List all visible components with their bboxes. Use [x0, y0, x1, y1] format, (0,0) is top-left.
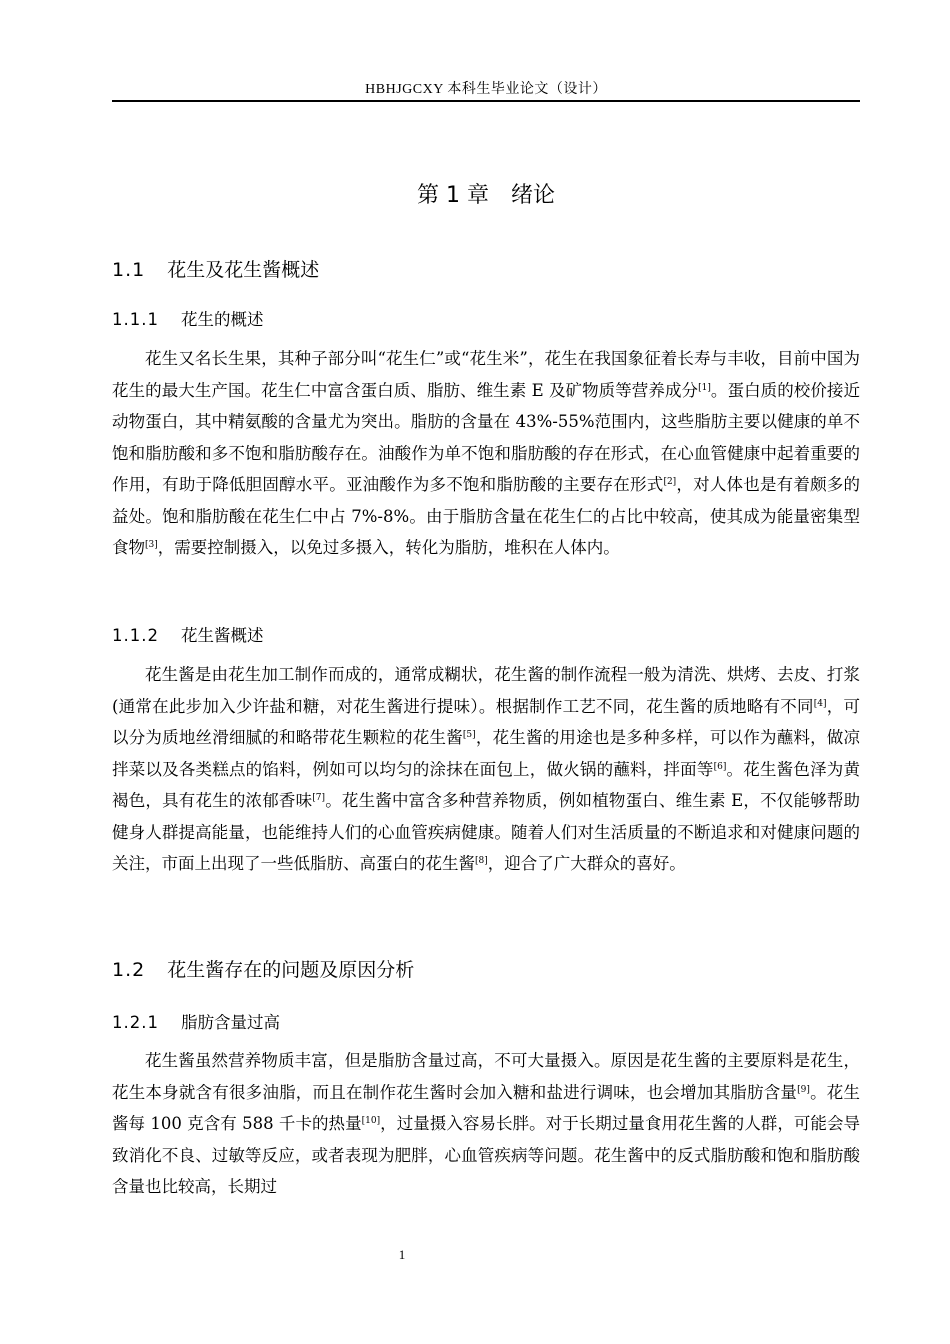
paragraph-text: ，过量摄入容易长胖。对于长期过量食用花生酱的人群，可能会导致消化不良、过敏等反应，或者表现为肥胖，心血管疾病等问题。花生酱中的反式脂肪酸和饱和脂肪酸含量也比较高，长期过: [112, 1114, 861, 1196]
paragraph-text: ，迎合了广大群众的喜好。: [487, 854, 686, 873]
citation: [4]: [813, 698, 827, 709]
section-title: 花生酱存在的问题及原因分析: [167, 959, 415, 981]
subsection-number: 1.2.1: [112, 1013, 159, 1032]
paragraph-text: 。蛋白质的校价接近动物蛋白，其中精氨酸的含量尤为突出。脂肪的含量在 43%-55%范围内，这些脂肪主要以健康的单不饱和脂肪酸和多不饱和脂肪酸存在。油酸作为单不饱和脂肪酸的存在形式，在心血管健康中起着重要的作用，有助于降低胆固醇水平。亚油酸作为多不饱和脂肪酸的主要存在形式: [112, 380, 861, 494]
paragraph-text: ，可以分为质地丝滑细腻的和略带花生颗粒的花生酱: [112, 696, 861, 747]
paragraph-text: 。花生酱中富含多种营养物质，例如植物蛋白、维生素 E，不仅能够帮助健身人群提高能量，也能维持人们的心血管疾病健康。随着人们对生活质量的不断追求和对健康问题的关注，市面上出现了一些低脂肪、高蛋白的花生酱: [112, 791, 861, 873]
subsection-heading-1-2-1: [112, 1009, 280, 1033]
citation: [10]: [361, 1116, 381, 1126]
citation: [2]: [663, 477, 677, 487]
chapter-title: 第 1 章 绪论: [417, 183, 555, 208]
section-heading-1-1: [112, 255, 319, 282]
subsection-title: 花生的概述: [180, 310, 264, 329]
paragraph-peanut-overview: [112, 343, 860, 564]
subsection-heading-1-1-2: [112, 622, 263, 646]
paragraph-text: 花生酱虽然营养物质丰富，但是脂肪含量过高，不可大量摄入。原因是花生酱的主要原料是花生，花生本身就含有很多油脂，而且在制作花生酱时会加入糖和盐进行调味，也会增加其脂肪含量: [112, 1051, 860, 1102]
subsection-number: 1.1.2: [112, 626, 159, 645]
subsection-title: 花生酱概述: [180, 626, 264, 645]
section-number: 1.1: [112, 259, 146, 281]
section-title: 花生及花生酱概述: [167, 259, 320, 281]
section-heading-1-2: [112, 955, 414, 982]
paragraph-text: ，花生酱的用途也是多种多样，可以作为蘸料，做凉拌菜以及各类糕点的馅料，例如可以均匀的涂抹在面包上，做火锅的蘸料，拌面等: [112, 728, 861, 779]
paragraph-fat-content: [112, 1045, 860, 1203]
page-number: 1: [398, 1247, 406, 1262]
subsection-title: 脂肪含量过高: [180, 1013, 280, 1032]
paragraph-text: 花生酱是由花生加工制作而成的，通常成糊状，花生酱的制作流程一般为清洗、烘烤、去皮、打浆(通常在此步加入少许盐和糖，对花生酱进行提味）。根据制作工艺不同，花生酱的质地略有不同: [112, 665, 860, 716]
running-header: HBHJGCXY 本科生毕业论文（设计）: [365, 82, 607, 97]
paragraph-text: ，对人体也是有着颇多的益处。饱和脂肪酸在花生仁中占 7%-8%。由于脂肪含量在花生仁的占比中较高，使其成为能量密集型食物: [112, 475, 861, 557]
citation: [1]: [698, 382, 711, 393]
section-number: 1.2: [112, 959, 146, 981]
paragraph-text: 。花生酱每 100 克含有 588 千卡的热量: [112, 1082, 861, 1133]
citation: [8]: [475, 856, 488, 866]
citation: [5]: [462, 730, 476, 740]
paragraph-text: 花生又名长生果，其种子部分叫“花生仁”或“花生米”，花生在我国象征着长寿与丰收，目前中国为花生的最大生产国。花生仁中富含蛋白质、脂肪、维生素 E 及矿物质等营养成分: [112, 349, 860, 400]
header-rule: [112, 100, 860, 102]
paragraph-peanut-butter-overview: [112, 659, 860, 880]
subsection-number: 1.1.1: [112, 310, 159, 329]
citation: [9]: [797, 1084, 810, 1095]
paragraph-text: 。花生酱色泽为黄褐色，具有花生的浓郁香味: [112, 759, 861, 810]
citation: [7]: [312, 793, 326, 803]
paragraph-text: ，需要控制摄入，以免过多摄入，转化为脂肪，堆积在人体内。: [157, 538, 620, 557]
citation: [6]: [713, 761, 727, 772]
subsection-heading-1-1-1: [112, 306, 263, 330]
citation: [3]: [145, 540, 158, 550]
